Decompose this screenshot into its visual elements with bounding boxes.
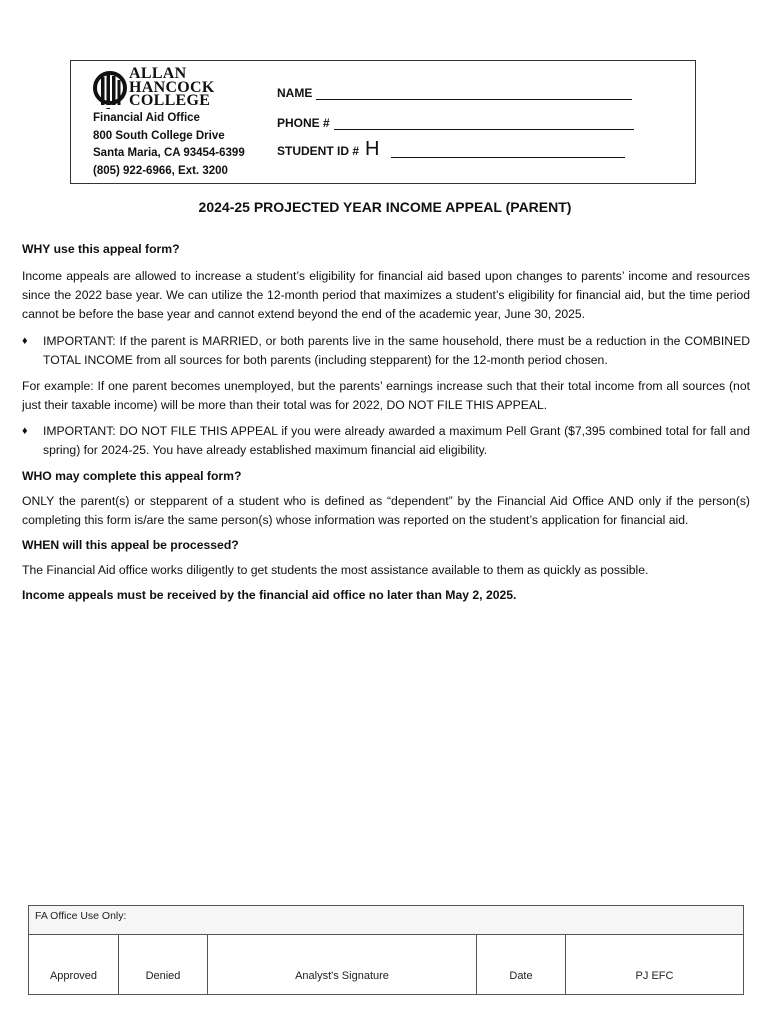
office-address xyxy=(93,110,245,180)
approved-cell[interactable] xyxy=(29,935,119,994)
office-name: Financial Aid Office xyxy=(93,112,200,124)
pj-efc-label: PJ EFC xyxy=(635,970,674,982)
diamond-bullet-icon: ♦ xyxy=(22,425,28,437)
office-use-box xyxy=(28,905,744,995)
phone-row xyxy=(277,115,634,130)
logo-line-1: ALLAN xyxy=(129,65,187,82)
office-use-heading: FA Office Use Only: xyxy=(29,906,743,935)
date-cell[interactable] xyxy=(477,935,566,994)
analyst-signature-label: Analyst's Signature xyxy=(295,970,389,982)
when-heading: WHEN will this appeal be processed? xyxy=(22,538,239,552)
why-heading: WHY use this appeal form? xyxy=(22,242,180,256)
header-box xyxy=(70,60,696,184)
bullet-pell-text: IMPORTANT: DO NOT FILE THIS APPEAL if you were already awarded a maximum Pell Grant ($7,395 combined total for fall and spring) for 2024-25. You have already established maximum financial aid eligibility. xyxy=(43,424,750,457)
who-text: ONLY the parent(s) or stepparent of a student who is defined as “dependent” by the Financial Aid Office AND only if the person(s) completing this form is/are the same person(s) whose information was reported on the student’s application for financial aid. xyxy=(22,494,750,527)
name-row xyxy=(277,85,632,100)
who-heading: WHO may complete this appeal form? xyxy=(22,469,242,483)
name-field[interactable] xyxy=(316,85,632,100)
name-label: NAME xyxy=(277,86,313,100)
denied-cell[interactable] xyxy=(119,935,208,994)
bullet-married xyxy=(22,332,750,370)
college-logo xyxy=(93,67,233,115)
phone-label: PHONE # xyxy=(277,116,330,130)
student-id-label: STUDENT ID # xyxy=(277,144,360,158)
college-name xyxy=(129,67,215,108)
bullet-pell xyxy=(22,422,750,460)
student-id-prefix: H xyxy=(365,138,380,160)
diamond-bullet-icon: ♦ xyxy=(22,335,28,347)
denied-label: Denied xyxy=(145,970,181,982)
bullet-married-text: IMPORTANT: If the parent is MARRIED, or both parents live in the same household, there must be a reduction in the COMBINED TOTAL INCOME from all sources for both parents (including stepparent) for the 12-month period chosen. xyxy=(43,334,750,367)
bullet-married-example: For example: If one parent becomes unemployed, but the parents’ earnings increase such that their total income from all sources (not just their taxable income) will be more than their total was for 2022, DO NOT FILE THIS APPEAL. xyxy=(22,379,750,412)
logo-line-3: COLLEGE xyxy=(129,92,211,109)
why-text: Income appeals are allowed to increase a student’s eligibility for financial aid based upon changes to parents’ income and resources since the 2022 base year. We can utilize the 12-month period that maximizes a student’s eligibility for financial aid, but the time period cannot be before the base year and cannot extend beyond the end of the academic year, June 30, 2025. xyxy=(22,269,750,321)
approved-label: Approved xyxy=(49,970,98,982)
student-id-field[interactable] xyxy=(391,143,625,158)
logo-line-2: HANCOCK xyxy=(129,78,215,96)
office-city: Santa Maria, CA 93454-6399 xyxy=(93,147,245,159)
college-emblem-icon xyxy=(93,69,127,113)
deadline-text: Income appeals must be received by the financial aid office no later than May 2, 2025. xyxy=(22,588,517,602)
student-id-row xyxy=(277,140,625,158)
office-phone: (805) 922-6966, Ext. 3200 xyxy=(93,164,228,177)
when-text: The Financial Aid office works diligently to get students the most assistance available to them as quickly as possible. xyxy=(22,563,649,577)
office-use-row xyxy=(29,935,743,994)
form-title: 2024-25 PROJECTED YEAR INCOME APPEAL (PARENT) xyxy=(198,199,572,215)
form-content xyxy=(22,240,750,605)
phone-field[interactable] xyxy=(334,115,634,130)
office-street: 800 South College Drive xyxy=(93,129,225,142)
pj-efc-cell[interactable] xyxy=(566,935,743,994)
date-label: Date xyxy=(509,970,533,982)
analyst-signature-cell[interactable] xyxy=(208,935,477,994)
